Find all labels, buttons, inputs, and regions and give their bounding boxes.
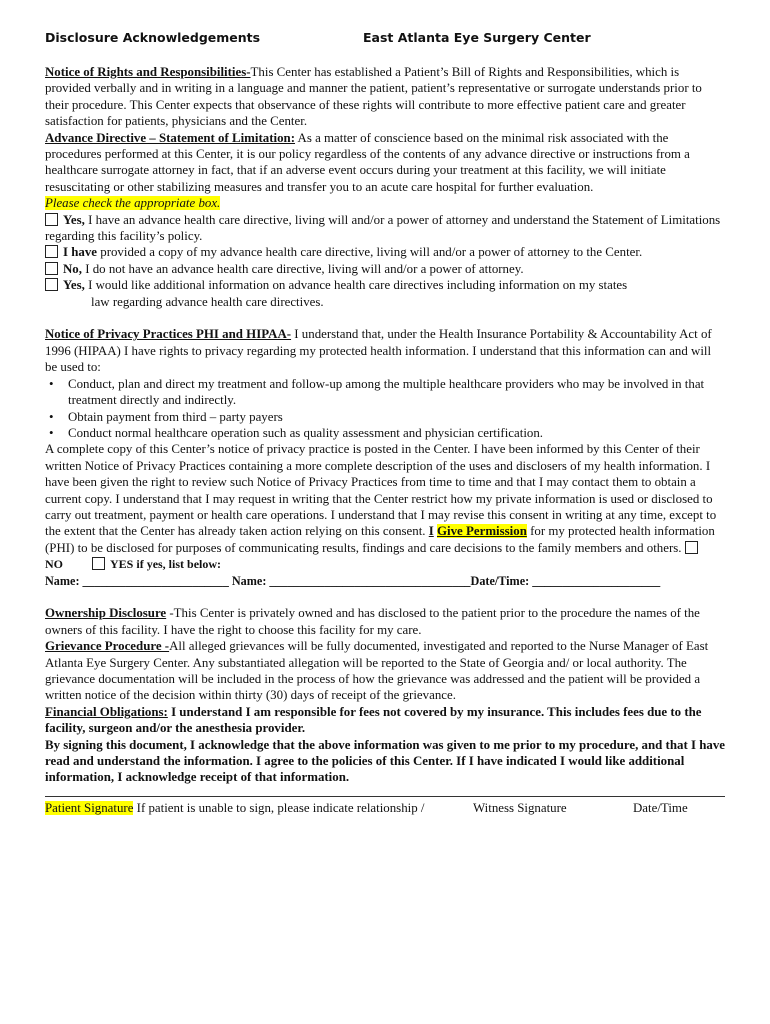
- financial-title: Financial Obligations:: [45, 704, 168, 719]
- document-body: [45, 64, 725, 818]
- relationship-label: If patient is unable to sign, please indicate relationship /: [133, 800, 425, 815]
- ownership-body: -This Center is privately owned and has disclosed to the patient prior to the procedure the names of the owners of this facility. I have the right to choose this facility for my care.: [45, 606, 700, 637]
- name-date-line[interactable]: Name: ________________________ Name: _________________________________Date/Time: _____________________: [45, 573, 661, 588]
- advance-option-4-text: I would like additional information on advance health care directives including information on my states: [84, 278, 628, 293]
- advance-option-1-lead: Yes,: [63, 212, 85, 227]
- witness-signature-label: Witness Signature: [473, 800, 567, 815]
- advance-paragraph: [45, 130, 725, 196]
- advance-option-2: [45, 244, 725, 260]
- privacy-body: A complete copy of this Center’s notice of privacy practice is posted in the Center. I have been informed by this Center of their written Notice of Privacy Practices containing a more complete description of the uses and disclosers of my health information. I have been given the right to review such Notice of Privacy Practices from time to time and that I may contact them to obtain a current copy. I understand that I may request in writing that the Center restrict how my private information is used or disclosed to carry out treatment, payment or health care operations. I understand that I may revise this consent in writing at any time, except to the extent that the Center has already taken action relying on this consent.: [45, 442, 717, 539]
- advance-option-1: [45, 212, 725, 245]
- permission-no-checkbox[interactable]: [685, 541, 698, 554]
- advance-option-3-checkbox[interactable]: [45, 262, 58, 275]
- rights-title: Notice of Rights and Responsibilities-: [45, 65, 251, 79]
- date-time-label: Date/Time: [633, 800, 688, 815]
- privacy-intro: I understand that, under the Health Insurance Portability & Accountability Act of 1996 (HIPAA) I have rights to privacy regarding my protected health information. I understand that this information can and will be used to:: [45, 327, 712, 375]
- advance-option-3-text: I do not have an advance health care directive, living will and/or a power of attorney.: [81, 261, 524, 276]
- privacy-bullet: • Conduct, plan and direct my treatment and follow-up among the multiple healthcare providers who may be involved in that treatment directly and indirectly.: [45, 376, 725, 409]
- advance-title: Advance Directive – Statement of Limitation:: [45, 130, 296, 145]
- advance-directive-section: [45, 130, 725, 310]
- privacy-section: [45, 326, 725, 589]
- rights-body: This Center has established a Patient’s Bill of Rights and Responsibilities, which is provided verbally and in writing in a language and manner the patient, patient’s representative or surrogate understands prior to their procedure. This Center expects that observance of these rights will contribute to more effective patient care and greater satisfaction for patients, physicians and the Center.: [45, 65, 702, 129]
- permission-text: for my protected health information (PHI) to be disclosed for purposes of communicating results, findings and care decisions to the family members and others.: [45, 524, 715, 555]
- privacy-title: Notice of Privacy Practices PHI and HIPAA-: [45, 327, 292, 342]
- ownership-title: Ownership Disclosure: [45, 606, 167, 621]
- grievance-section: [45, 638, 725, 704]
- grievance-body: All alleged grievances will be fully documented, investigated and reported to the Nurse Manager of East Atlanta Eye Surgery Center. Any substantiated allegation will be reported to the State of Georgia and/ or local authority. The grievance documentation will be included in the process of how the grievance was addressed and the patient will be provided a written notice of the decision within thirty (30) days of receipt of the grievance.: [45, 639, 709, 703]
- grievance-title: Grievance Procedure -: [45, 639, 170, 654]
- financial-section: [45, 704, 725, 737]
- advance-option-4-checkbox[interactable]: [45, 278, 58, 291]
- ownership-section: [45, 605, 725, 638]
- permission-yes-checkbox[interactable]: [92, 557, 105, 570]
- page-header: [45, 30, 725, 48]
- rights-section: [45, 64, 725, 130]
- advance-option-4: [45, 277, 725, 293]
- advance-body: As a matter of conscience based on the minimal risk associated with the procedures performed at this Center, it is our policy regardless of the contents of any advance directive or instructions from a healthcare surrogate attorney in fact, that if an adverse event occurs during your treatment at this facility, we will initiate resuscitating or other stabilizing measures and transfer you to an acute care hospital for further evaluation.: [45, 130, 690, 194]
- facility-name: East Atlanta Eye Surgery Center: [363, 30, 591, 45]
- permission-no-label: NO: [45, 557, 63, 572]
- advance-option-2-checkbox[interactable]: [45, 245, 58, 258]
- patient-signature-label: Patient Signature: [45, 800, 134, 815]
- acknowledgement-paragraph: By signing this document, I acknowledge that the above information was given to me prior to my procedure, and that I have read and understand the information. I agree to the policies of this Center. If I have indicated I would like additional information, I acknowledge receipt of that information.: [45, 737, 725, 785]
- advance-option-3-lead: No,: [63, 261, 82, 276]
- advance-option-1-checkbox[interactable]: [45, 213, 58, 226]
- privacy-bullet: • Conduct normal healthcare operation such as quality assessment and physician certification.: [45, 425, 725, 441]
- privacy-intro-paragraph: [45, 326, 725, 375]
- give-permission-label: Give Permission: [437, 524, 527, 539]
- check-prompt-line: [45, 195, 725, 211]
- advance-option-1-text: I have an advance health care directive, living will and/or a power of attorney and understand the Statement of Limitations regarding this facility’s policy.: [45, 212, 721, 244]
- privacy-body-paragraph: [45, 441, 725, 572]
- financial-body: I understand I am responsible for fees not covered by my insurance. This includes fees due to the facility, surgeon and/or the anesthesia provider.: [45, 704, 702, 736]
- advance-option-4-continued: law regarding advance health care directives.: [91, 294, 324, 309]
- privacy-bullet-list: [45, 376, 725, 442]
- check-prompt: Please check the appropriate box.: [45, 196, 221, 211]
- privacy-i-word: I: [428, 524, 434, 539]
- advance-option-3: [45, 261, 725, 277]
- document-title: Disclosure Acknowledgements: [45, 30, 261, 45]
- advance-option-2-lead: I have: [63, 245, 98, 260]
- permission-yes-label: YES if yes, list below:: [110, 557, 222, 572]
- advance-option-2-text: provided a copy of my advance health care directive, living will and/or a power of attorney to the Center.: [97, 245, 643, 260]
- advance-option-4-lead: Yes,: [63, 278, 85, 293]
- signature-line[interactable]: [45, 796, 725, 797]
- signature-row: [45, 800, 725, 818]
- privacy-bullet: • Obtain payment from third – party payers: [45, 409, 725, 425]
